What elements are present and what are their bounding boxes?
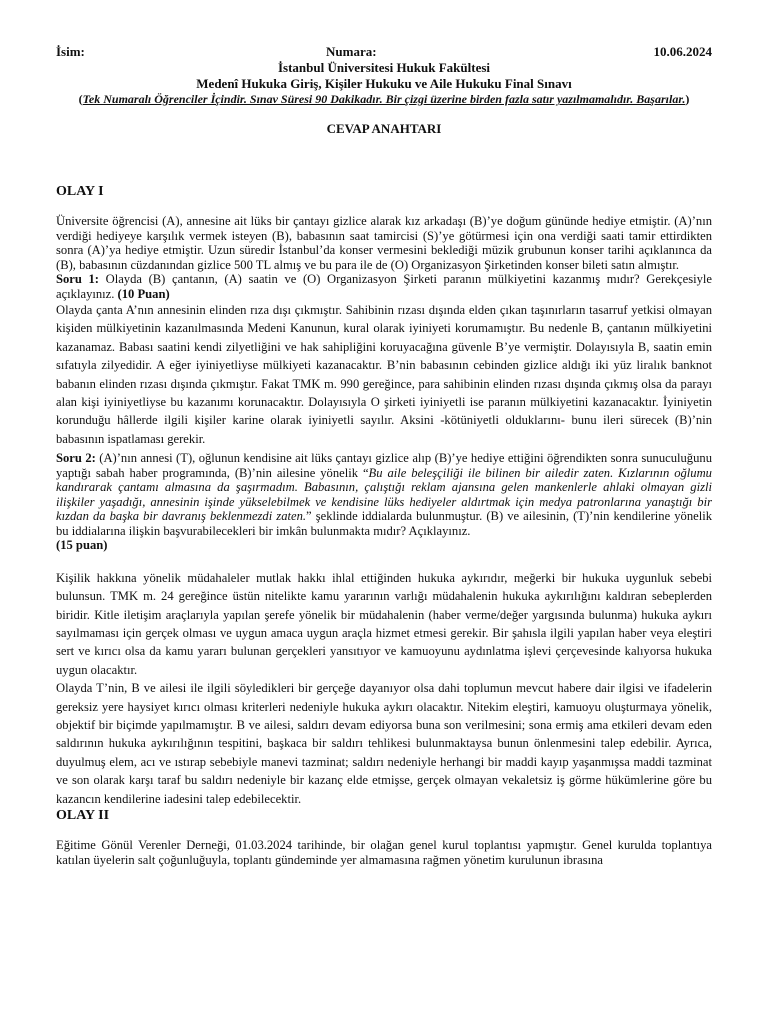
exam-date: 10.06.2024 [653, 44, 712, 59]
answer-key-title: CEVAP ANAHTARI [326, 121, 442, 136]
exam-title: Medenî Hukuka Giriş, Kişiler Hukuku ve Aile Hukuku Final Sınavı [196, 76, 572, 91]
note-text: Tek Numaralı Öğrenciler İçindir. Sınav Süresi 90 Dakikadır. Bir çizgi üzerine birden fazla satır yazılmamalıdır. Başarılar. [82, 92, 686, 106]
number-label: Numara: [326, 44, 377, 59]
name-label: İsim: [56, 44, 85, 59]
question-1 [56, 272, 712, 301]
question-2 [56, 451, 712, 553]
question-1-points: (10 Puan) [117, 286, 170, 301]
question-2-quote: Bu aile beleşçiliği ile bilinen bir ailedir zaten. Kızlarının oğlumu kandırarak çantamı almasına da şaşırmadım. Babasının, çalıştığı reklam ajansına gelen mankenlerle ahlaki olmayan gizli ilişkiler yaşadığı, annesinin işinde yükselebilmek ve kendisine lüks hediyeler aldırtmak için medya patronlarına yanaştığı bir kızdan da başka bir davranış beklenmezdi zaten. [56, 465, 712, 524]
olay-1-case-text: Üniversite öğrencisi (A), annesine ait lüks bir çantayı gizlice alarak kız arkadaşı (B)’ye doğum gününde hediye etmiştir. (A)’nın verdiği hediyeye karşılık vermek isteyen (B), babasının saat tamircisi (S)’ye götürmesi için ona verdiği saati tamir ettirdikten sonra (A)’ya hediye etmiştir. Uzun süredir İstanbul’da konser vermesini beklediği müzik grubunun konser tarihi açıklanınca da (B), babasının cüzdanından gizlice 500 TL almış ve bu para ile de (O) Organizasyon Şirketinden konser bileti satın almıştır. [56, 214, 712, 272]
question-1-label: Soru 1: [56, 272, 99, 286]
olay-2-heading: OLAY II [56, 808, 110, 824]
note-close: ) [685, 92, 690, 106]
exam-note [56, 92, 712, 107]
exam-page [56, 44, 712, 867]
question-1-text: Olayda (B) çantanın, (A) saatin ve (O) Organizasyon Şirketi paranın mülkiyetini kazanmış mıdır? Gerekçesiyle açıklayınız. [56, 272, 712, 301]
answer-1: Olayda çanta A’nın annesinin elinden rıza dışı çıkmıştır. Sahibinin rızası dışında elden çıkan taşınırların tasarruf yetkisi olmayan kişiden mülkiyetinin kazanılmasında Medeni Kanunun, kural olarak iyiniyeti korumamıştır. Bu nedenle B, çantanın mülkiyetini kazanamaz. Babası saatini kendi zilyetliğini ve hak sahipliğini koruyacağına güvenle B’ye vermiştir. Dolayısıyla B, saatin emin sıfatıyla zilyedidir. A eğer iyiniyetliyse mülkiyeti kazanacaktır. B’nin babasının cebinden gizlice aldığı iki yüz liralık banknot babanın elinden rızası dışında çıkmıştır. Fakat TMK m. 990 gereğince, para sahibinin elinden rızası dışında çıkmış olsa da parayı alan kişi iyiniyetliyse bu kazanımı korunacaktır. Dolayısıyla O şirketi iyiniyetli ise paranın mülkiyetini kazanacaktır. İyiniyetin korunduğu hâllerde ilgili kişiler karine olarak iyiniyetli sayılır. Aksini -kötüniyetli olduklarını- bunu ileri sürecek (B)’nin babasının ispatlaması gerekir. [56, 303, 712, 446]
question-2-points: (15 puan) [56, 538, 108, 553]
answer-2-paragraph-2: Olayda T’nin, B ve ailesi ile ilgili söyledikleri bir gerçeğe dayanıyor olsa dahi toplumun mevcut habere dair ilgisi ve ifadelerin gereksiz yere haysiyet kırıcı olması kriterleri nedeniyle hukuka aykırı olacaktır. Nitekim eleştiri, kamuoyu oluşturmaya yönelik, objektif bir biçimde yapılmamıştır. B ve ailesi, saldırı devam ediyorsa buna son verilmesini; sona ermiş ama etkileri devam eden saldırının hukuka aykırılığının tespitini, başkaca bir saldırı tehlikesi bulunmaktaysa bunun önlenmesini talep edebilir. Ayrıca, duyulmuş elem, acı ve ıstırap sebebiyle manevi tazminat; saldırı nedeniyle herhangi bir maddi kayıp yaşanmışsa maddi tazminat ve son olarak karşı taraf bu saldırı nedeniyle bir kazanç elde etmişse, gerçek olmayan vekaletsiz iş görme hükümlerine göre bu kazancın kendilerine iadesini talep edebilecektir. [56, 681, 712, 806]
answer-2-paragraph-1: Kişilik hakkına yönelik müdahaleler mutlak hakkı ihlal ettiğinden hukuka aykırıdır, meğerki bir hukuka uygunluk sebebi bulunsun. TMK m. 24 gereğince üstün nitelikte kamu yararının varlığı müdahalenin hukuka aykırılığını kaldıran sebeplerden biridir. Kitle iletişim araçlarıyla yapılan şerefe yönelik bir müdahalenin (haber verme/değer yargısında bulunma) hukuka aykırı sayılmaması için gerçek olması ve uygun amaca uygun araçla hizmet etmesi gerekir. Bir şahısla ilgili yapılan haber veya eleştiri sert ve kırıcı olsa da kamu yararı bulunan gerçekleri yansıtıyor ve kamuoyunu aydınlatma işlevi çerçevesinde kalıyorsa hukuka uygun olacaktır. [56, 570, 712, 677]
question-2-label: Soru 2: [56, 451, 96, 466]
university-name: İstanbul Üniversitesi Hukuk Fakültesi [277, 60, 491, 75]
olay-2-case-text: Eğitime Gönül Verenler Derneği, 01.03.2024 tarihinde, bir olağan genel kurul toplantısı yapmıştır. Genel kurulda toplantıya katılan üyelerin salt çoğunluğuyla, toplantı gündeminde yer almamasına rağmen yönetim kurulunun ibrasına [56, 838, 712, 867]
header-row [56, 44, 712, 60]
olay-1-heading: OLAY I [56, 184, 104, 199]
question-2-text-b: ” şeklinde iddialarda bulunmuştur. (B) ve ailesinin, (T)’nin kendilerine yönelik bu iddialarına ilişkin başvurabilecekleri bir imkân bulunmakta mıdır? Açıklayınız. [56, 509, 713, 538]
question-2-text-a: (A)’nın annesi (T), oğlunun kendisine ait lüks çantayı gizlice alıp (B)’ye hediye ettiğini öğrendikten sonra sunuculuğunu yaptığı sabah haber programında, (B)’nin ailesine yönelik “ [56, 451, 712, 480]
note-open: ( [78, 92, 83, 106]
